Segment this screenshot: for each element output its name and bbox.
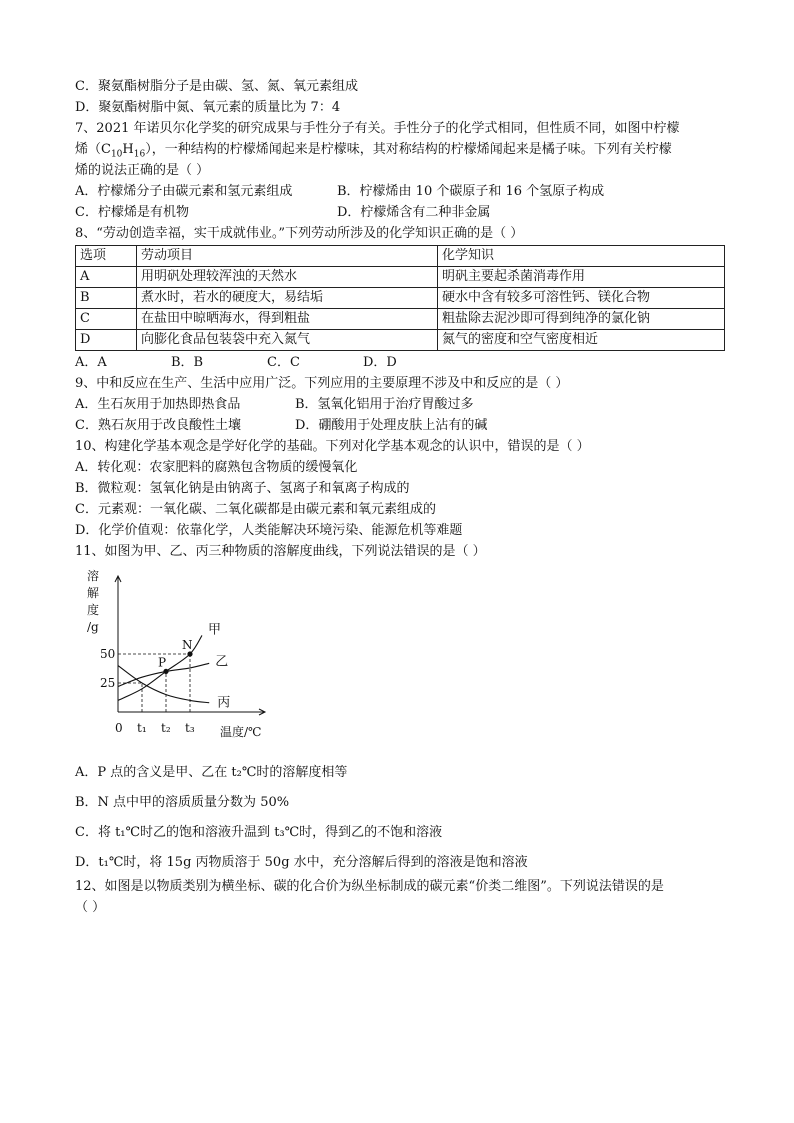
y-axis-label-char: 溶: [87, 569, 100, 583]
table-row: [76, 288, 725, 309]
q6-option-c: C．聚氨酯树脂分子是由碳、氢、氮、氧元素组成: [75, 79, 358, 94]
q8-option-c: C．C: [267, 355, 300, 370]
table-cell: 用明矾处理较浑浊的天然水: [137, 267, 438, 288]
table-row: [76, 330, 725, 351]
table-header-cell: 劳动项目: [137, 246, 438, 267]
question-7: [75, 118, 725, 223]
table-header-cell: 选项: [76, 246, 137, 267]
q12-paren: （ ）: [75, 900, 106, 915]
q10-option-c: C．元素观：一氧化碳、二氧化碳都是由碳元素和氧元素组成的: [75, 502, 436, 517]
q7-option-b: B．柠檬烯由 10 个碳原子和 16 个氢原子构成: [337, 184, 605, 199]
table-cell: A: [76, 267, 137, 288]
q11-option-a: A．P 点的含义是甲、乙在 t₂℃时的溶解度相等: [75, 765, 348, 780]
q7-option-d: D．柠檬烯含有二种非金属: [337, 205, 491, 220]
q9-option-d: D．硼酸用于处理皮肤上沾有的碱: [295, 418, 488, 433]
q10-option-d: D．化学价值观：依靠化学，人类能解决环境污染、能源危机等难题: [75, 523, 463, 538]
q8-options: [75, 352, 725, 373]
x-axis-label: 温度/℃: [220, 725, 262, 739]
q6-option-d: D．聚氨酯树脂中氮、氧元素的质量比为 7：4: [75, 100, 341, 115]
origin-label: 0: [115, 721, 123, 735]
exam-page: [75, 76, 725, 918]
q8-option-a: A．A: [75, 355, 107, 370]
q7-stem-line3: 烯的说法正确的是（ ）: [75, 163, 210, 178]
q10-option-b: B．微粒观：氢氧化钠是由钠离子、氢离子和氧离子构成的: [75, 481, 410, 496]
question-11: [75, 541, 725, 873]
q9-options-ab: [75, 394, 725, 415]
table-header-cell: 化学知识: [438, 246, 725, 267]
q7-stem-text-a: 烯（C: [75, 142, 111, 157]
solubility-curve-chart: [75, 566, 305, 756]
point-label: N: [182, 638, 193, 652]
q8-stem: 8、“劳动创造幸福，实干成就伟业。”下列劳动所涉及的化学知识正确的是（ ）: [75, 226, 524, 241]
q8-option-d: D．D: [363, 355, 397, 370]
question-8: [75, 223, 725, 373]
table-cell: 煮水时，若水的硬度大，易结垢: [137, 288, 438, 309]
y-axis-label-char: /g: [87, 620, 99, 634]
q8-option-b: B．B: [171, 355, 204, 370]
table-cell: 向膨化食品包装袋中充入氮气: [137, 330, 438, 351]
table-cell: 在盐田中晾晒海水，得到粗盐: [137, 309, 438, 330]
question-10: [75, 436, 725, 541]
y-tick-label: 50: [100, 647, 116, 661]
q11-stem: 11、如图为甲、乙、丙三种物质的溶解度曲线，下列说法错误的是（ ）: [75, 544, 486, 559]
q10-stem: 10、构建化学基本观念是学好化学的基础。下列对化学基本观念的认识中，错误的是（ ）: [75, 439, 590, 454]
x-tick-label: t₁: [137, 721, 147, 735]
table-cell: D: [76, 330, 137, 351]
point-marker: [163, 669, 168, 674]
q11-option-b: B．N 点中甲的溶质质量分数为 50%: [75, 795, 290, 810]
question-9: [75, 373, 725, 436]
table-cell: C: [76, 309, 137, 330]
y-axis-label-char: 解: [87, 586, 100, 600]
q7-options-cd: [75, 202, 725, 223]
q9-option-a: A．生石灰用于加热即热食品: [75, 397, 241, 412]
q7-option-a: A．柠檬烯分子由碳元素和氢元素组成: [75, 184, 293, 199]
y-axis-label-char: 度: [87, 603, 100, 617]
q7-stem-line1: 7、2021 年诺贝尔化学奖的研究成果与手性分子有关。手性分子的化学式相同，但性质不同，如图中柠檬: [75, 121, 680, 136]
q12-stem: 12、如图是以物质类别为横坐标、碳的化合价为纵坐标制成的碳元素“价类二维图”。下列说法错误的是: [75, 879, 664, 894]
q9-option-b: B．氢氧化铝用于治疗胃酸过多: [295, 397, 474, 412]
table-row: [76, 267, 725, 288]
series-label: 丙: [217, 695, 231, 711]
table-header-row: [76, 246, 725, 267]
table-cell: 明矾主要起杀菌消毒作用: [438, 267, 725, 288]
q7-stem-text-b: H: [122, 142, 134, 157]
q7-subscript-h: 16: [133, 149, 146, 160]
x-tick-label: t₃: [185, 721, 195, 735]
question-12: [75, 876, 725, 918]
y-tick-label: 25: [100, 676, 116, 690]
q7-stem-line2: [75, 139, 725, 160]
q10-option-a: A．转化观：农家肥料的腐熟包含物质的缓慢氧化: [75, 460, 358, 475]
q11-option-d: D．t₁℃时，将 15g 丙物质溶于 50g 水中，充分溶解后得到的溶液是饱和溶液: [75, 855, 528, 870]
table-cell: 粗盐除去泥沙即可得到纯净的氯化钠: [438, 309, 725, 330]
table-row: [76, 309, 725, 330]
q9-option-c: C．熟石灰用于改良酸性土壤: [75, 418, 241, 433]
series-label: 乙: [215, 654, 229, 670]
q7-option-c: C．柠檬烯是有机物: [75, 205, 189, 220]
q9-stem: 9、中和反应在生产、生活中应用广泛。下列应用的主要原理不涉及中和反应的是（ ）: [75, 376, 569, 391]
q7-stem-text-c: ），一种结构的柠檬烯闻起来是柠檬味，其对称结构的柠檬烯闻起来是橘子味。下列有关柠檬: [145, 142, 672, 157]
q11-option-c: C．将 t₁℃时乙的饱和溶液升温到 t₃℃时，得到乙的不饱和溶液: [75, 825, 443, 840]
q8-table: [75, 245, 725, 351]
q9-options-cd: [75, 415, 725, 436]
point-label: P: [158, 655, 167, 670]
table-cell: 氮气的密度和空气密度相近: [438, 330, 725, 351]
q7-options-ab: [75, 181, 725, 202]
point-marker: [187, 651, 192, 656]
x-tick-label: t₂: [161, 721, 171, 735]
q7-subscript-c: 10: [110, 149, 123, 160]
solubility-chart-svg: [75, 566, 305, 756]
table-cell: B: [76, 288, 137, 309]
table-cell: 硬水中含有较多可溶性钙、镁化合物: [438, 288, 725, 309]
series-label: 甲: [208, 622, 222, 638]
